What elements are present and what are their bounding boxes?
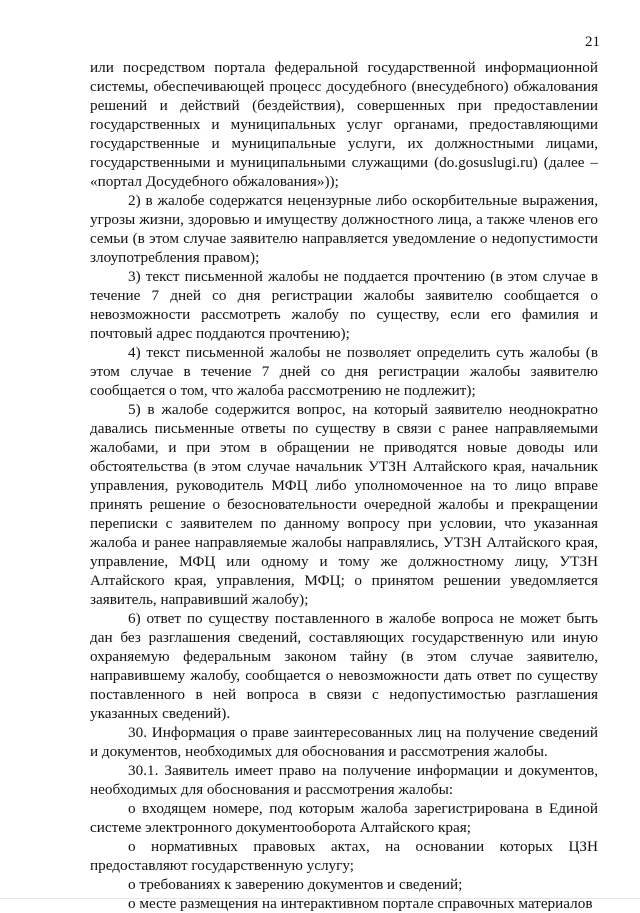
paragraph: о входящем номере, под которым жалоба зарегистрирована в Единой системе электронного документооборота Алтайского края; bbox=[90, 800, 598, 836]
paragraph: 6) ответ по существу поставленного в жалобе вопроса не может быть дан без разглашения сведений, составляющих государственную или иную охраняемую федеральным законом тайну (в этом случае заявителю, направившему жалобу, сообщается о невозможности дать ответ по существу поставленного в ней вопроса в связи с недопустимостью разглашения указанных сведений). bbox=[90, 610, 598, 722]
page-number: 21 bbox=[585, 34, 600, 50]
paragraph: о нормативных правовых актах, на основании которых ЦЗН предоставляют государственную услугу; bbox=[90, 838, 598, 874]
document-body bbox=[90, 58, 598, 913]
paragraph: 5) в жалобе содержится вопрос, на который заявителю неоднократно давались письменные ответы по существу в связи с ранее направляемыми жалобами, и при этом в обращении не приводятся новые доводы или обстоятельства (в этом случае начальник УТЗН Алтайского края, начальник управления, руководитель МФЦ либо уполномоченное на то лицо вправе принять решение о безосновательности очередной жалобы и прекращении переписки с заявителем по данному вопросу при условии, что указанная жалоба и ранее направляемые жалобы направлялись, УТЗН Алтайского края, управление, МФЦ или одному и тому же должностному лицу, УТЗН Алтайского края, управления, МФЦ; о принятом решении уведомляется заявитель, направивший жалобу); bbox=[90, 401, 598, 608]
paragraph: 2) в жалобе содержатся нецензурные либо оскорбительные выражения, угрозы жизни, здоровью и имуществу должностного лица, а также членов его семьи (в этом случае заявителю направляется уведомление о недопустимости злоупотребления правом); bbox=[90, 192, 598, 266]
scan-edge-line bbox=[0, 898, 640, 899]
paragraph: о требованиях к заверению документов и сведений; bbox=[128, 876, 463, 893]
paragraph: 3) текст письменной жалобы не поддается прочтению (в этом случае в течение 7 дней со дня регистрации жалобы заявителю сообщается о невозможности рассмотреть жалобу по существу, если его фамилия и почтовый адрес поддаются прочтению); bbox=[90, 268, 598, 342]
paragraph: о месте размещения на интерактивном портале справочных материалов bbox=[128, 895, 593, 912]
paragraph: 30. Информация о праве заинтересованных лиц на получение сведений и документов, необходимых для обоснования и рассмотрения жалобы. bbox=[90, 724, 598, 760]
paragraph: или посредством портала федеральной государственной информационной системы, обеспечивающей процесс досудебного (внесудебного) обжалования решений и действий (бездействия), совершенных при предоставлении государственных и муниципальных услуг органами, предоставляющими государственные и муниципальные услуги, их должностными лицами, государственными и муниципальными служащими (do.gosuslugi.ru) (далее – «портал Досудебного обжалования»)); bbox=[90, 59, 598, 190]
paragraph: 4) текст письменной жалобы не позволяет определить суть жалобы (в этом случае в течение 7 дней со дня регистрации жалобы заявителю сообщается о том, что жалоба рассмотрению не подлежит); bbox=[90, 344, 598, 399]
paragraph: 30.1. Заявитель имеет право на получение информации и документов, необходимых для обоснования и рассмотрения жалобы: bbox=[90, 762, 598, 798]
